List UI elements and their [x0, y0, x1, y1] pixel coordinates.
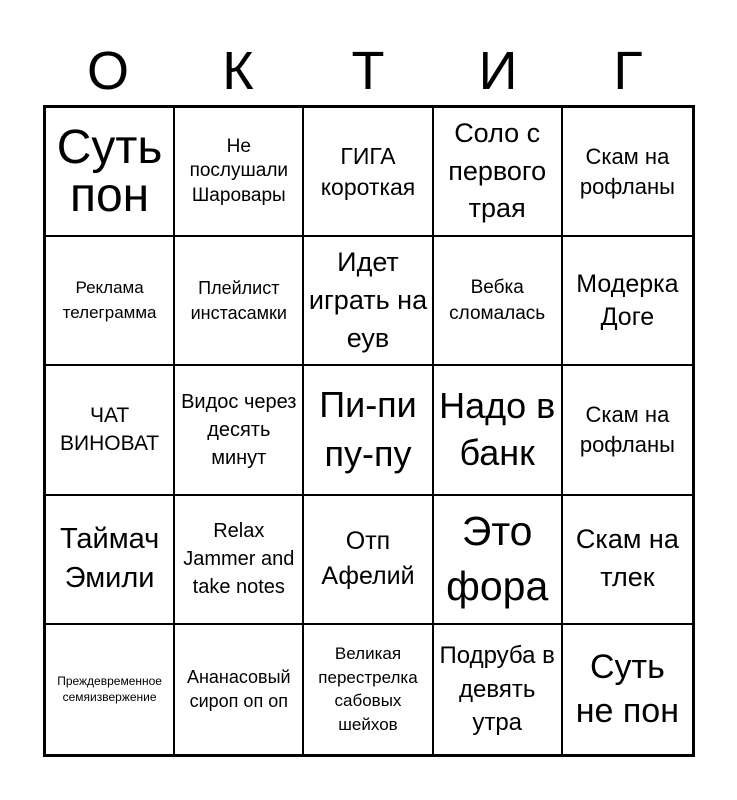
bingo-cell-label: Ананасовый сироп оп оп [186, 667, 291, 712]
bingo-cell[interactable] [563, 366, 692, 495]
bingo-grid [43, 105, 695, 757]
bingo-cell-label: Отп Афелий [321, 527, 415, 591]
bingo-cell-label: Вебка сломалась [449, 277, 546, 324]
bingo-cell[interactable] [304, 625, 433, 754]
bingo-cell[interactable] [304, 108, 433, 237]
bingo-cell-label: Это фора [446, 507, 549, 610]
bingo-cell-label: Реклама телеграмма [62, 278, 157, 322]
bingo-cell-label: Преждевременное семяизвержение [57, 674, 162, 705]
bingo-cell[interactable] [304, 496, 433, 625]
bingo-cell-label: Скам на рофланы [579, 143, 675, 199]
bingo-cell-label: Соло с первого трая [448, 117, 547, 224]
bingo-cell[interactable] [434, 625, 563, 754]
bingo-cell-label: Не послушали Шаровары [189, 135, 289, 206]
bingo-cell-label: Скам на рофланы [579, 402, 675, 457]
bingo-cell[interactable] [304, 237, 433, 366]
bingo-cell-label: Идет играть на еув [308, 247, 428, 353]
header-letter-1: О [86, 41, 129, 101]
bingo-cell[interactable] [434, 366, 563, 495]
bingo-cell-label: Великая перестрелка сабовых шейхов [318, 643, 418, 735]
bingo-cell[interactable] [46, 237, 175, 366]
bingo-cell-label: ЧАТ ВИНОВАТ [60, 403, 160, 455]
bingo-cell[interactable] [563, 496, 692, 625]
bingo-cell-label: ГИГА короткая [320, 142, 416, 200]
bingo-cell[interactable] [434, 496, 563, 625]
bingo-cell-label: Подруба в девять утра [439, 642, 555, 737]
bingo-cell[interactable] [175, 237, 304, 366]
header-letter-4: И [478, 41, 518, 101]
bingo-cell-label: Суть не пон [575, 648, 679, 731]
bingo-cell-label: Модерка Доге [576, 270, 679, 331]
bingo-cell[interactable] [434, 108, 563, 237]
header-letter-5: Г [613, 41, 643, 101]
bingo-cell[interactable] [175, 496, 304, 625]
bingo-cell-label: Надо в банк [439, 385, 556, 473]
bingo-cell[interactable] [46, 625, 175, 754]
bingo-cell[interactable] [563, 108, 692, 237]
bingo-cell[interactable] [46, 108, 175, 237]
bingo-cell[interactable] [46, 496, 175, 625]
header-letter-2: К [222, 41, 254, 101]
bingo-cell[interactable] [563, 625, 692, 754]
bingo-cell-label: Пи-пи пу-пу [319, 384, 417, 474]
bingo-cell[interactable] [175, 366, 304, 495]
bingo-cell-label: Суть пон [56, 120, 163, 222]
bingo-cell-label: Таймач Эмили [59, 523, 160, 595]
bingo-cell[interactable] [175, 108, 304, 237]
bingo-cell[interactable] [434, 237, 563, 366]
bingo-cell[interactable] [304, 366, 433, 495]
bingo-cell-label: Скам на тлек [575, 524, 679, 593]
bingo-cell-label: Плейлист инстасамки [190, 277, 287, 323]
bingo-cell[interactable] [46, 366, 175, 495]
bingo-cell-label: Relax Jammer and take notes [183, 520, 295, 599]
header-letter-3: Т [351, 41, 385, 101]
bingo-cell[interactable] [175, 625, 304, 754]
bingo-cell[interactable] [563, 237, 692, 366]
bingo-cell-label: Видос через десять минут [181, 390, 297, 469]
